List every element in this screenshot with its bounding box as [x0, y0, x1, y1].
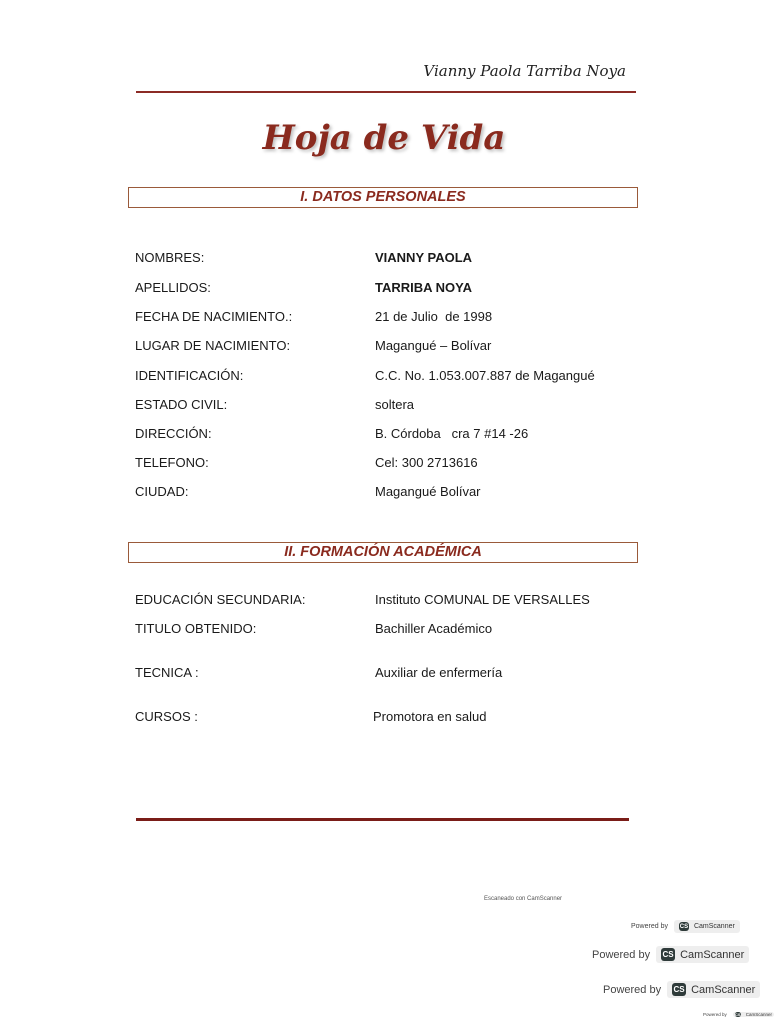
- field-label: TELEFONO:: [135, 455, 209, 470]
- field-row-apellidos: [0, 280, 768, 300]
- field-label: IDENTIFICACIÓN:: [135, 368, 244, 383]
- powered-by-label: Powered by: [603, 983, 662, 996]
- field-row-estado-civil: [0, 397, 768, 417]
- section-heading-datos-personales: I. DATOS PERSONALES: [128, 187, 638, 208]
- camscanner-logo-icon: CS: [662, 950, 674, 959]
- page-title: Hoja de Vida: [262, 118, 506, 158]
- camscanner-watermark: [592, 946, 749, 963]
- field-value: Magangué Bolívar: [375, 484, 481, 499]
- field-label: LUGAR DE NACIMIENTO:: [135, 338, 291, 353]
- scanned-watermark: Escaneado con CamScanner: [484, 896, 563, 902]
- camscanner-watermark: [631, 920, 740, 933]
- field-row-titulo-obtenido: [0, 621, 768, 641]
- field-value: TARRIBA NOYA: [375, 280, 473, 295]
- camscanner-logo-icon: CS: [673, 985, 685, 994]
- field-row-fecha-nacimiento: [0, 309, 768, 329]
- camscanner-badge: [656, 946, 749, 963]
- field-label: DIRECCIÓN:: [135, 426, 212, 441]
- field-value: B. Córdoba cra 7 #14 -26: [375, 426, 529, 441]
- field-value: Bachiller Académico: [375, 621, 493, 636]
- field-value: 21 de Julio de 1998: [375, 309, 493, 324]
- camscanner-watermark: [603, 981, 760, 998]
- camscanner-logo-icon: CS: [734, 1012, 741, 1017]
- field-row-telefono: [0, 455, 768, 475]
- footer-divider: [136, 818, 629, 821]
- field-label: APELLIDOS:: [135, 280, 211, 295]
- powered-by-label: Powered by: [703, 1012, 727, 1017]
- header-divider: [136, 91, 636, 93]
- powered-by-label: Powered by: [631, 923, 668, 930]
- field-label: CIUDAD:: [135, 484, 189, 499]
- camscanner-logo-icon: CS: [679, 923, 689, 930]
- field-label: CURSOS :: [135, 709, 198, 724]
- field-label: NOMBRES:: [135, 250, 205, 265]
- field-value: Instituto COMUNAL DE VERSALLES: [375, 592, 590, 607]
- field-label: TECNICA :: [135, 665, 199, 680]
- field-row-nombres: [0, 250, 768, 270]
- camscanner-watermark: [703, 1012, 774, 1017]
- brand-label: CamScanner: [693, 923, 735, 930]
- field-label: EDUCACIÓN SECUNDARIA:: [135, 592, 306, 607]
- field-row-direccion: [0, 426, 768, 446]
- brand-label: CamScanner: [745, 1012, 773, 1017]
- field-row-tecnica: [0, 665, 768, 685]
- header-name: Vianny Paola Tarriba Noya: [423, 62, 626, 80]
- camscanner-badge: [667, 981, 760, 998]
- field-value: Auxiliar de enfermería: [375, 665, 503, 680]
- field-value: VIANNY PAOLA: [375, 250, 473, 265]
- field-label: FECHA DE NACIMIENTO.:: [135, 309, 293, 324]
- field-value: Cel: 300 2713616: [375, 455, 478, 470]
- field-value: Promotora en salud: [373, 709, 487, 724]
- field-value: C.C. No. 1.053.007.887 de Magangué: [375, 368, 595, 383]
- field-label: TITULO OBTENIDO:: [135, 621, 257, 636]
- brand-label: CamScanner: [691, 983, 756, 996]
- field-row-ciudad: [0, 484, 768, 504]
- powered-by-label: Powered by: [592, 948, 651, 961]
- field-row-identificacion: [0, 368, 768, 388]
- camscanner-badge: [674, 920, 740, 933]
- field-value: soltera: [375, 397, 415, 412]
- field-value: Magangué – Bolívar: [375, 338, 492, 353]
- brand-label: CamScanner: [680, 948, 745, 961]
- camscanner-badge: [733, 1012, 774, 1017]
- field-row-cursos: [0, 709, 768, 729]
- section-heading-formacion-academica: II. FORMACIÓN ACADÉMICA: [128, 542, 638, 563]
- field-row-educacion-secundaria: [0, 592, 768, 612]
- field-row-lugar-nacimiento: [0, 338, 768, 358]
- field-label: ESTADO CIVIL:: [135, 397, 228, 412]
